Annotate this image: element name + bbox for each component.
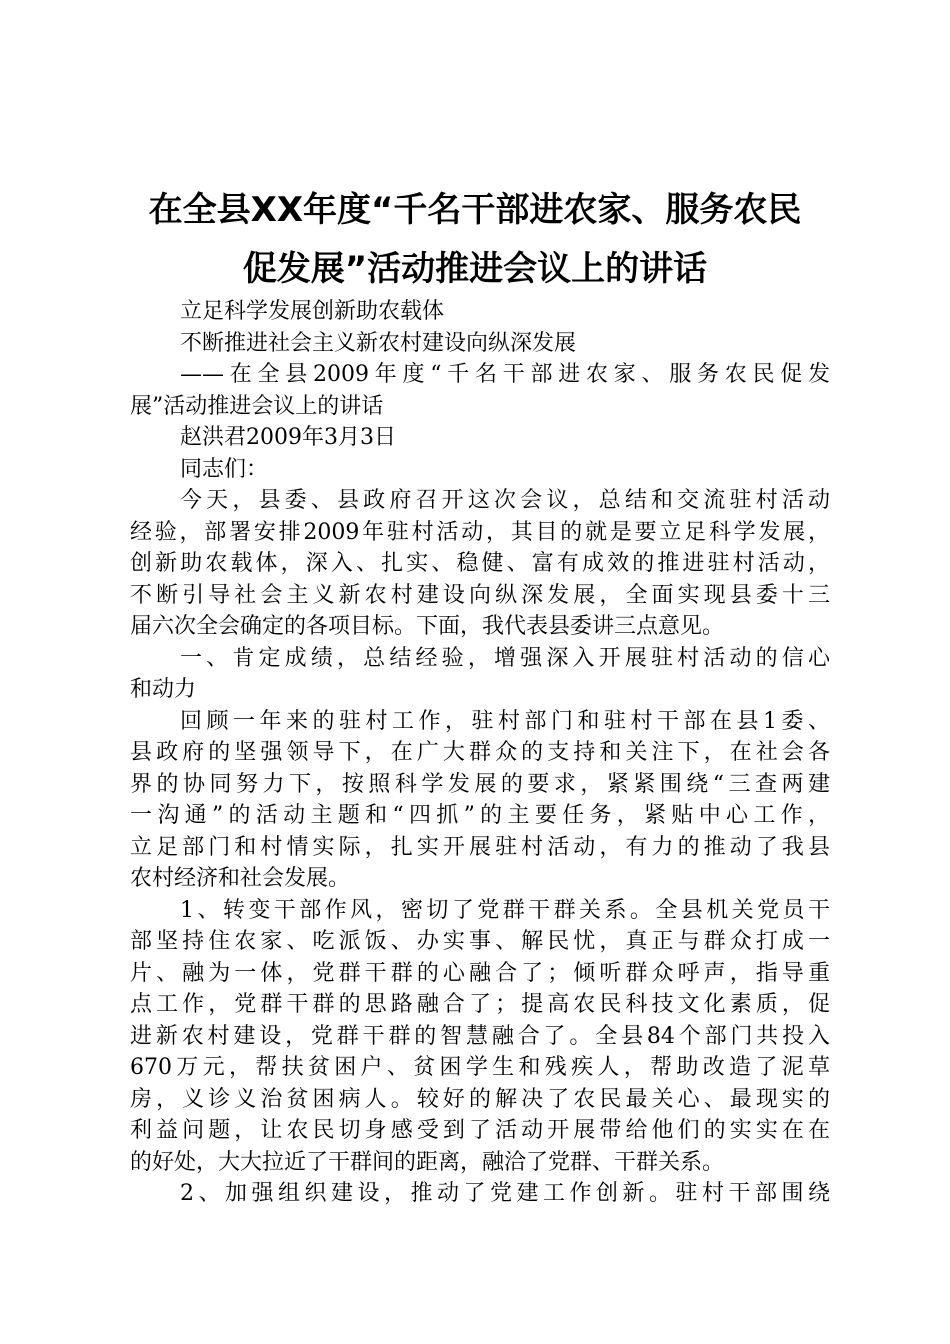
body-text-line: 670万元，帮扶贫困户、贫困学生和残疾人，帮助改造了泥草 — [130, 1055, 830, 1080]
body-text-line: 经验，部署安排2009年驻村活动，其目的就是要立足科学发展， — [130, 519, 830, 545]
body-text-line: 不断推进社会主义新农村建设向纵深发展 — [180, 330, 577, 356]
body-text-line: 不断引导社会主义新农村建设向纵深发展，全面实现县委十三 — [130, 582, 830, 608]
body-text-line: 一沟通”的活动主题和“四抓”的主要任务，紧贴中心工作， — [130, 803, 830, 828]
body-text-line: 点工作，党群干群的思路融合了；提高农民科技文化素质，促 — [130, 992, 830, 1017]
body-text-line: 届六次全会确定的各项目标。下面，我代表县委讲三点意见。 — [130, 614, 725, 639]
body-text-line: 1、转变干部作风，密切了党群干群关系。全县机关党员干 — [180, 897, 830, 923]
body-text-line: 回顾一年来的驻村工作，驻村部门和驻村干部在县1委、 — [180, 708, 830, 734]
body-text-line: 同志们： — [180, 456, 269, 482]
body-text-line: 一、肯定成绩，总结经验，增强深入开展驻村活动的信心 — [180, 645, 830, 671]
body-text-line: 立足科学发展创新助农载体 — [180, 299, 445, 324]
body-text-line: 今天，县委、县政府召开这次会议，总结和交流驻村活动 — [180, 488, 830, 513]
body-text-line: 界的协同努力下，按照科学发展的要求，紧紧围绕“三查两建 — [130, 771, 830, 797]
body-text-line: 立足部门和村情实际，扎实开展驻村活动，有力的推动了我县 — [130, 834, 830, 860]
body-text-line: 房，义诊义治贫困病人。较好的解决了农民最关心、最现实的 — [130, 1086, 830, 1112]
body-text-line: 2、加强组织建设，推动了党建工作创新。驻村干部围绕 — [180, 1181, 830, 1206]
body-text-line: 农村经济和社会发展。 — [130, 866, 351, 891]
body-text-line: 利益问题，让农民切身感受到了活动开展带给他们的实实在在 — [130, 1118, 830, 1143]
document-title-line-1: 在全县XX年度“千名干部进农家、服务农民 — [148, 190, 802, 230]
body-text-line: 部坚持住农家、吃派饭、办实事、解民忧，真正与群众打成一 — [130, 929, 830, 954]
body-text-line: 的好处，大大拉近了干群间的距离，融洽了党群、干群关系。 — [130, 1149, 725, 1175]
body-text-line: ——在全县2009年度“千名干部进农家、服务农民促发 — [180, 362, 830, 387]
body-text-line: 片、融为一体，党群干群的心融合了；倾听群众呼声，指导重 — [130, 960, 830, 986]
document-title-line-2: 促发展”活动推进会议上的讲话 — [242, 249, 708, 289]
body-text-line: 创新助农载体，深入、扎实、稳健、富有成效的推进驻村活动， — [130, 551, 830, 576]
body-text-line: 和动力 — [130, 677, 197, 702]
body-text-line: 展”活动推进会议上的讲话 — [130, 393, 384, 419]
body-text-line: 进新农村建设，党群干群的智慧融合了。全县84个部门共投入 — [130, 1023, 830, 1049]
body-text-line: 县政府的坚强领导下，在广大群众的支持和关注下，在社会各 — [130, 740, 830, 765]
document-body — [130, 296, 830, 1210]
body-text-line: 赵洪君2009年3月3日 — [180, 425, 396, 450]
